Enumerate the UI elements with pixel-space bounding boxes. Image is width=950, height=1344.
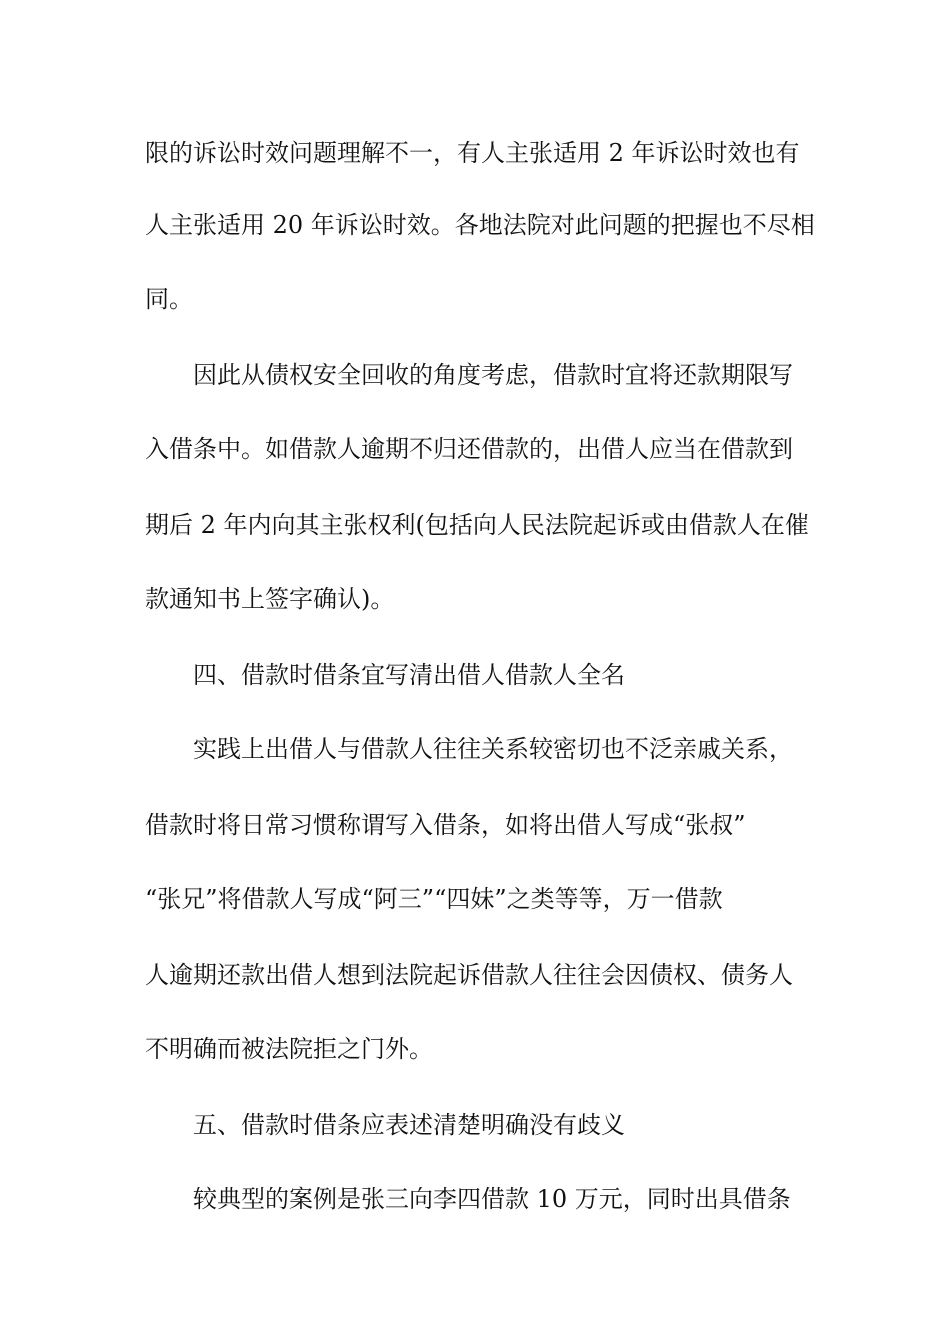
paragraph-line: 人主张适用 20 年诉讼时效。各地法院对此问题的把握也不尽相	[145, 211, 815, 239]
paragraph-line: 不明确而被法院拒之门外。	[145, 1035, 433, 1063]
paragraph-line: 较典型的案例是张三向李四借款 10 万元，同时出具借条	[193, 1185, 791, 1213]
paragraph-line: 限的诉讼时效问题理解不一，有人主张适用 2 年诉讼时效也有	[145, 139, 800, 167]
paragraph-line: 人逾期还款出借人想到法院起诉借款人往往会因债权、债务人	[145, 961, 793, 989]
paragraph-line: 同。	[145, 285, 193, 313]
paragraph-line: “张兄”将借款人写成“阿三”“四妹”之类等等，万一借款	[145, 885, 723, 913]
section-heading: 四、借款时借条宜写清出借人借款人全名	[193, 661, 625, 689]
section-heading: 五、借款时借条应表述清楚明确没有歧义	[193, 1111, 625, 1139]
paragraph-line: 因此从债权安全回收的角度考虑，借款时宜将还款期限写	[193, 361, 793, 389]
paragraph-line: 入借条中。如借款人逾期不归还借款的，出借人应当在借款到	[145, 435, 793, 463]
paragraph-line: 实践上出借人与借款人往往关系较密切也不泛亲戚关系，	[193, 735, 793, 763]
paragraph-line: 款通知书上签字确认)。	[145, 585, 395, 613]
paragraph-line: 借款时将日常习惯称谓写入借条，如将出借人写成“张叔”	[145, 811, 746, 839]
paragraph-line: 期后 2 年内向其主张权利(包括向人民法院起诉或由借款人在催	[145, 511, 809, 539]
